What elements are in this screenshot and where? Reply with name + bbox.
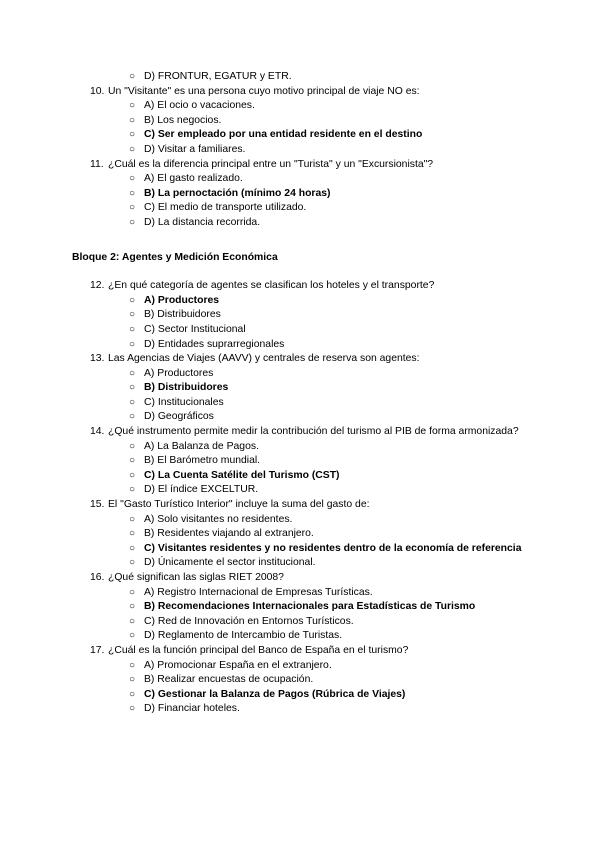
option-text: D) Visitar a familiares.	[144, 143, 246, 155]
bullet-circle-icon: ○	[129, 309, 136, 321]
option-text: C) La Cuenta Satélite del Turismo (CST)	[144, 469, 340, 481]
bullet-circle-icon: ○	[129, 173, 136, 185]
option-text: D) La distancia recorrida.	[144, 216, 261, 228]
bullet-circle-icon: ○	[129, 114, 136, 126]
answer-option	[129, 702, 528, 717]
answer-option	[129, 659, 528, 674]
correct-option	[129, 600, 528, 615]
answer-option	[129, 338, 528, 353]
questions-block-2	[0, 279, 600, 717]
block-title: Bloque 2: Agentes y Medición Económica	[72, 251, 278, 263]
bullet-circle-icon: ○	[129, 143, 136, 155]
option-text: D) Únicamente el sector institucional.	[144, 557, 316, 569]
answer-option	[129, 673, 528, 688]
answer-option	[129, 99, 528, 114]
option-text: C) Sector Institucional	[144, 323, 246, 335]
answer-option	[129, 410, 528, 425]
answer-option	[129, 586, 528, 601]
question-11	[90, 158, 528, 173]
correct-option	[129, 294, 528, 309]
question-13	[90, 352, 528, 367]
question-number: 11.	[90, 158, 104, 170]
question-number: 13.	[90, 353, 105, 365]
correct-option	[129, 542, 528, 557]
bullet-circle-icon: ○	[129, 557, 136, 569]
answer-option	[129, 440, 528, 455]
option-text: A) Productores	[144, 294, 220, 306]
question-number: 14.	[90, 426, 105, 438]
option-text: C) Gestionar la Balanza de Pagos (Rúbrica de Viajes)	[144, 688, 406, 700]
question-text: Las Agencias de Viajes (AAVV) y centrales de reserva son agentes:	[108, 353, 420, 365]
bullet-circle-icon: ○	[129, 659, 136, 671]
answer-option	[129, 143, 528, 158]
option-text: D) El índice EXCELTUR.	[144, 484, 259, 496]
answer-option	[129, 454, 528, 469]
bullet-circle-icon: ○	[129, 703, 136, 715]
question-number: 12.	[90, 280, 105, 292]
question-number: 17.	[90, 644, 105, 656]
question-text: ¿En qué categoría de agentes se clasifican los hoteles y el transporte?	[108, 280, 435, 292]
bullet-circle-icon: ○	[129, 455, 136, 467]
answer-option	[129, 483, 528, 498]
option-text: B) El Barómetro mundial.	[144, 455, 261, 467]
answer-option	[129, 367, 528, 382]
question-text: El "Gasto Turístico Interior" incluye la suma del gasto de:	[108, 499, 370, 511]
correct-option	[129, 469, 528, 484]
correct-option	[129, 187, 528, 202]
question-10	[90, 85, 528, 100]
bullet-circle-icon: ○	[129, 100, 136, 112]
bullet-circle-icon: ○	[129, 630, 136, 642]
bullet-circle-icon: ○	[129, 469, 136, 481]
bullet-circle-icon: ○	[129, 338, 136, 350]
option-text: B) Recomendaciones Internacionales para Estadísticas de Turismo	[144, 601, 476, 613]
bullet-circle-icon: ○	[129, 542, 136, 554]
answer-option	[129, 323, 528, 338]
answer-option	[129, 172, 528, 187]
option-text: A) Productores	[144, 367, 214, 379]
question-15	[90, 498, 528, 513]
answer-option	[129, 513, 528, 528]
answer-option	[129, 216, 528, 231]
option-text: C) El medio de transporte utilizado.	[144, 202, 307, 214]
option-text: A) La Balanza de Pagos.	[144, 440, 259, 452]
option-text: B) La pernoctación (mínimo 24 horas)	[144, 187, 331, 199]
top-option	[129, 70, 528, 85]
bullet-circle-icon: ○	[129, 440, 136, 452]
question-text: ¿Qué instrumento permite medir la contribución del turismo al PIB de forma armonizada?	[108, 426, 519, 438]
option-text: B) Distribuidores	[144, 309, 221, 321]
bullet-circle-icon: ○	[129, 601, 136, 613]
bullet-circle-icon: ○	[129, 323, 136, 335]
option-text: A) Registro Internacional de Empresas Turísticas.	[144, 586, 373, 598]
question-14	[90, 425, 528, 440]
correct-option	[129, 128, 528, 143]
question-text: Un "Visitante" es una persona cuyo motivo principal de viaje NO es:	[108, 85, 420, 97]
answer-option	[129, 308, 528, 323]
answer-option	[129, 201, 528, 216]
bullet-circle-icon: ○	[129, 187, 136, 199]
questions-block-1	[0, 85, 600, 231]
answer-option	[129, 396, 528, 411]
question-number: 10.	[90, 85, 105, 97]
option-text: B) Distribuidores	[144, 382, 229, 394]
question-text: ¿Qué significan las siglas RIET 2008?	[108, 572, 284, 583]
bullet-circle-icon: ○	[129, 528, 136, 540]
answer-option	[129, 556, 528, 571]
question-17	[90, 644, 528, 659]
option-text: C) Red de Innovación en Entornos Turísticos.	[144, 615, 354, 627]
answer-option	[129, 527, 528, 542]
option-text: A) Solo visitantes no residentes.	[144, 513, 293, 525]
question-12	[90, 279, 528, 294]
option-text: D) Reglamento de Intercambio de Turistas.	[144, 630, 343, 642]
bullet-circle-icon: ○	[129, 367, 136, 379]
option-text: B) Realizar encuestas de ocupación.	[144, 674, 314, 686]
question-16	[90, 571, 528, 586]
option-text: C) Visitantes residentes y no residentes dentro de la economía de referencia	[144, 542, 522, 554]
option-text: D) Financiar hoteles.	[144, 703, 240, 715]
bullet-circle-icon: ○	[129, 396, 136, 408]
correct-option	[129, 688, 528, 703]
option-text: C) Ser empleado por una entidad residente en el destino	[144, 129, 423, 141]
option-text: D) FRONTUR, EGATUR y ETR.	[144, 71, 292, 82]
bullet-circle-icon: ○	[129, 294, 136, 306]
bullet-circle-icon: ○	[129, 411, 136, 423]
bullet-circle-icon: ○	[129, 202, 136, 214]
bullet-circle-icon: ○	[129, 216, 136, 228]
option-text: D) Geográficos	[144, 411, 214, 423]
option-text: A) El gasto realizado.	[144, 173, 243, 185]
bullet-circle-icon: ○	[129, 71, 136, 82]
option-text: A) Promocionar España en el extranjero.	[144, 659, 332, 671]
answer-option	[129, 629, 528, 644]
option-text: B) Los negocios.	[144, 114, 222, 126]
bullet-circle-icon: ○	[129, 382, 136, 394]
question-text: ¿Cuál es la diferencia principal entre un "Turista" y un "Excursionista"?	[108, 158, 434, 170]
option-text: D) Entidades suprarregionales	[144, 338, 285, 350]
answer-option	[129, 114, 528, 129]
question-number: 15.	[90, 499, 105, 511]
bullet-circle-icon: ○	[129, 129, 136, 141]
bullet-circle-icon: ○	[129, 586, 136, 598]
bullet-circle-icon: ○	[129, 674, 136, 686]
bullet-circle-icon: ○	[129, 615, 136, 627]
correct-option	[129, 381, 528, 396]
question-number: 16.	[90, 572, 105, 583]
bullet-circle-icon: ○	[129, 513, 136, 525]
answer-option	[129, 615, 528, 630]
option-text: A) El ocio o vacaciones.	[144, 100, 255, 112]
bullet-circle-icon: ○	[129, 484, 136, 496]
option-text: B) Residentes viajando al extranjero.	[144, 528, 314, 540]
bullet-circle-icon: ○	[129, 688, 136, 700]
option-text: C) Institucionales	[144, 396, 224, 408]
question-text: ¿Cuál es la función principal del Banco de España en el turismo?	[108, 644, 409, 656]
